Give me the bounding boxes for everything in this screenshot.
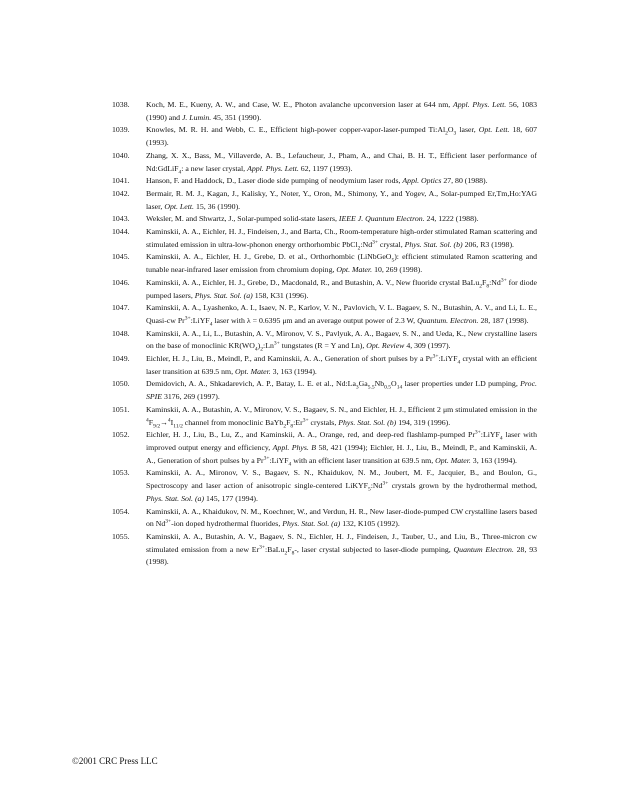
reference-text: 3, 163 (1994). [470,455,517,465]
reference-text: laser properties under LD pumping, [402,379,521,389]
reference-text: :LiYF [438,354,458,364]
journal-title: Opt. Lett. [164,201,194,211]
reference-text: 5.5 [367,385,375,392]
reference-text: 4 [288,461,292,468]
journal-title: Opt. Lett. [478,125,510,135]
reference-text: 8 [486,283,490,290]
reference-text: 2 [283,423,287,430]
reference-text: → [160,417,168,427]
reference-text: Eichler, H. J., Liu, B., Meindl, P., and Kaminskii, A. A., Generation of short pulses by a Pr [146,354,433,364]
reference-text: F [482,277,487,287]
reference-text: 24, 1222 (1988). [424,214,479,224]
reference-number: 1041. [112,176,130,186]
reference-text: 4 [499,435,503,442]
reference-text: Demidovich, A. A., Shkadarevich, A. P., Batay, L. E. et al., Nd:La [146,379,356,389]
reference-entry [112,124,537,149]
reference-text: 3 [453,130,457,137]
reference-text: Kaminskii, A. A., Lyashenko, A. I., Isaev, N. P., Karlov, V. N., Pavlovich, V. L. Bagaev, S. N., Butashin, A. V., and Li, L. E., Quasi-cw Pr [146,303,537,325]
reference-entry [112,213,537,226]
reference-text: for diode pumped lasers, [146,277,538,300]
reference-text: :Nd [370,481,383,491]
reference-text: crystal with an efficient laser transition at 639.5 nm, [146,354,537,376]
reference-text: ) [257,341,261,351]
reference-text: F [287,544,292,554]
reference-text: Kaminskii, A. A., Butashin, A. V., Bagaev, S. N., Eichler, H. J., Findeisen, J., Tauber, U., and Liu, B., Three-micron cw stimulated emission from a new Er [146,531,537,554]
reference-number: 1052. [112,430,130,440]
reference-text: with an efficient laser transition at 639.5 nm, [291,455,436,465]
reference-entry [112,429,537,467]
reference-text: 2 [284,550,288,557]
reference-text: Kaminskii, A. A., Li, L., Butashin, A. V., Mironov, V. S., Pavlyuk, A. A., Bagaev, S. N., and Ueda, K., New crystalline lasers on the base of monoclinic KR(WO [146,328,537,351]
reference-text: 2 [479,283,483,290]
reference-text: Hanson, F. and Haddock, D., Laser diode side pumping of neodymium laser rods, [146,176,403,186]
reference-text: 4 [146,416,149,423]
reference-text: 145, 177 (1994). [204,493,258,503]
reference-number: 1053. [112,468,130,478]
reference-text: 18, 607 (1993). [146,125,537,148]
reference-text: 27, 80 (1988). [441,176,488,186]
reference-entry [112,175,537,188]
reference-text: 4, 309 (1997). [404,341,451,351]
reference-text: Kaminskii, A. A., Eichler, H. J., Grebe, D. et al., Orthorhombic (LiNbGeO [146,252,392,262]
reference-number: 1038. [112,100,130,109]
reference-text: O [447,125,454,135]
reference-text: Kaminskii, A. A., Eichler, H. J., Findeisen, J., and Barta, Ch., Room-temperature high-order stimulated Raman scattering and stimulated emission in ultra-low-phonon energy orthorhombic PbCl [146,227,537,249]
reference-number: 1047. [112,303,130,313]
reference-text: 3+ [500,277,507,284]
reference-text: Bermair, R. M. J., Kagan, J., Kalisky, Y., Noter, Y., Oron, M., Shimony, Y., and Yogev, A., Solar-pumped Er,Tm,Ho:YAG laser, [146,188,537,211]
reference-text: 14 [396,385,403,392]
reference-entry [112,251,537,276]
reference-text: Eichler, H. J., Liu, B., Lu, Z., and Kaminskii, A. A., Orange, red, and deep-red flashlamp-pumped Pr [146,430,475,440]
reference-number: 1044. [112,227,130,237]
reference-text: Kaminskii, A. A., Mironov, V. S., Bagaev, S. N., Khaidukov, N. M., Joubert, M. F., Jacquier, B., and Boulon, G., Spectroscopy and laser action of anisotropic single-centered LiKYF [146,468,537,491]
reference-entry [112,328,537,353]
reference-entry [112,531,537,569]
reference-text: 5 [368,486,371,493]
reference-text: 62, 1197 (1993). [298,163,353,173]
reference-text: 194, 319 (1996). [396,417,451,427]
journal-title: Phys. Stat. Sol. (a) [282,519,341,529]
copyright-footer: ©2001 CRC Press LLC [72,756,158,766]
reference-text: Kaminskii, A. A., Eichler, H. J., Grebe, D., Macdonald, R., and Butashin, A. V., New fluoride crystal BaLu [146,277,480,287]
reference-text: 45, 351 (1990). [211,112,262,122]
reference-text: 3+ [372,239,378,246]
journal-title: Appl. Optics [402,176,442,186]
reference-text: 28, 187 (1998). [478,315,529,325]
reference-text: laser with improved output energy and efficiency, [146,430,537,452]
reference-number: 1046. [112,277,130,287]
reference-text: 2 [445,130,448,137]
reference-text: F [148,417,154,427]
reference-text: -, laser crystal subjected to laser-diode pumping, [294,544,454,554]
reference-number: 1043. [112,214,130,224]
reference-text: O [391,379,397,389]
reference-number: 1042. [112,188,130,198]
journal-title: Phys. Stat. Sol. (a) [194,290,253,300]
reference-text: crystals, [308,417,339,427]
journal-title: Appl. Phys. B [272,442,317,452]
reference-entry [112,226,537,251]
reference-text: 4 [209,321,213,328]
reference-text: channel from monoclinic BaYb [182,417,284,427]
reference-number: 1054. [112,506,130,516]
reference-number: 1050. [112,379,130,389]
journal-title: IEEE J. Quantum Electron. [338,214,425,224]
reference-entry [112,188,537,213]
reference-entry [112,150,537,175]
reference-text: 9/2 [153,423,161,430]
reference-text: : a new laser crystal, [181,163,248,173]
reference-text: 56, 1083 (1990) and [146,100,537,122]
reference-text: :LiYF [269,455,289,465]
reference-text: :LiYF [190,315,210,325]
reference-text: 132, K105 (1992). [340,519,400,529]
journal-title: Phys. Stat. Sol. (b) [404,239,463,249]
reference-text: 5 [391,257,395,264]
reference-text: 15, 36 (1990). [194,201,241,211]
journal-title: Appl. Phys. Lett. [247,163,299,173]
reference-entry [112,302,537,327]
reference-number: 1039. [112,125,130,135]
reference-text: 2 [357,245,361,252]
reference-text: 3, 163 (1994). [270,366,317,376]
journal-title: Phys. Stat. Sol. (a) [146,493,205,503]
reference-text: 28, 93 (1998). [146,544,537,567]
reference-text: Weksler, M. and Shwartz, J., Solar-pumped solid-state lasers, [146,214,339,224]
reference-entry [112,99,537,124]
reference-text: 3+ [259,544,265,551]
reference-text: tungstates (R = Y and Ln), [279,341,367,351]
journal-title: Opt. Mater. [235,366,271,376]
reference-text: :Nd [360,239,373,249]
reference-number: 1051. [112,404,130,414]
reference-text: Zhang, X. X., Bass, M., Villaverde, A. B., Lefaucheur, J., Pham, A., and Chai, B. H. T., Efficient laser performance of Nd:GdLiF [146,150,537,173]
reference-text: crystals grown by the hydrothermal method, [388,481,537,491]
reference-text: 3+ [382,480,389,487]
journal-title: Appl. Phys. Lett. [452,100,507,109]
reference-text: :Nd [489,277,501,287]
reference-text: 3+ [474,429,481,436]
reference-text: ): efficient stimulated Ramon scattering and tunable near-infrared laser emission from chromium doping, [146,252,537,275]
reference-text: Koch, M. E., Kueny, A. W., and Case, W. E., Photon avalanche upconversion laser at 644 nm, [146,100,453,109]
reference-text: I [170,417,174,427]
reference-number: 1049. [112,354,130,364]
reference-entry [112,378,537,403]
journal-title: Opt. Mater. [336,265,373,275]
reference-text: F [286,417,291,427]
reference-text: 10, 269 (1998). [372,265,423,275]
reference-entry [112,277,537,302]
reference-text: :BaLu [264,544,285,554]
reference-text: 2 [260,346,264,353]
journal-title: J. Lumin. [181,112,212,122]
reference-text: laser with λ = 0.6395 μm and an average output power of 2.3 W, [212,315,418,325]
reference-text: 3176, 269 (1997). [162,392,220,402]
reference-list [112,99,537,569]
reference-text: 3+ [302,416,309,423]
reference-text: :LiYF [480,430,500,440]
reference-text: Kaminskii, A. A., Butashin, A. V., Mironov, V. S., Bagaev, S. N., and Eichler, H. J., Efficient 2 μm stimulated emission in the [146,404,537,414]
reference-text: :Ln [263,341,274,351]
reference-text: 3+ [263,455,270,462]
reference-text: crystal, [377,239,405,249]
reference-text: 206, R3 (1998). [462,239,514,249]
reference-number: 1045. [112,252,130,262]
reference-text: Nb [374,379,385,389]
reference-text: 3+ [165,518,172,525]
journal-title: Phys. Stat. Sol. (b) [338,417,397,427]
reference-text: 4 [457,359,461,366]
reference-text: 8 [291,550,295,557]
reference-entry [112,404,537,429]
journal-title: Opt. Review [366,341,405,351]
reference-text: 8 [290,423,294,430]
reference-text: 11/2 [173,423,183,430]
reference-text: Kaminskii, A. A., Khaidukov, N. M., Koechner, W., and Verdun, H. R., New laser-diode-pumped CW crystalline lasers based on Nd [146,506,537,529]
reference-number: 1048. [112,328,130,338]
reference-text: Knowles, M. R. H. and Webb, C. E., Efficient high-power copper-vapor-laser-pumped Ti:Al [146,125,446,135]
reference-text: -ion doped hydrothermal fluorides, [171,519,283,529]
reference-text: 0.5 [384,385,392,392]
reference-text: 3 [355,385,359,392]
reference-text: 4 [254,346,258,353]
reference-entry [112,353,537,378]
reference-entry [112,506,537,531]
journal-title: Opt. Mater. [435,455,471,465]
reference-text: 3+ [184,315,191,322]
reference-text: 158, K31 (1996). [252,290,309,300]
reference-entry [112,467,537,505]
reference-number: 1040. [112,150,130,160]
reference-text: 3+ [273,340,280,347]
journal-title: Quantum. Electron. [417,315,479,325]
reference-text: Ga [358,379,368,389]
reference-text: 4 [167,416,171,423]
journal-title: Quantum Electron. [453,544,514,554]
reference-number: 1055. [112,531,130,541]
reference-text: :Er [293,417,303,427]
reference-text: 4 [178,169,182,176]
reference-text: 3+ [432,353,439,360]
journal-title: Proc. SPIE [146,379,537,402]
reference-text: laser, [456,125,479,135]
reference-text: 58, 421 (1994); Eichler, H. J., Liu, B., Meindl, P., and Kaminskii, A. A., Generation of short pulses by a Pr [146,442,537,465]
